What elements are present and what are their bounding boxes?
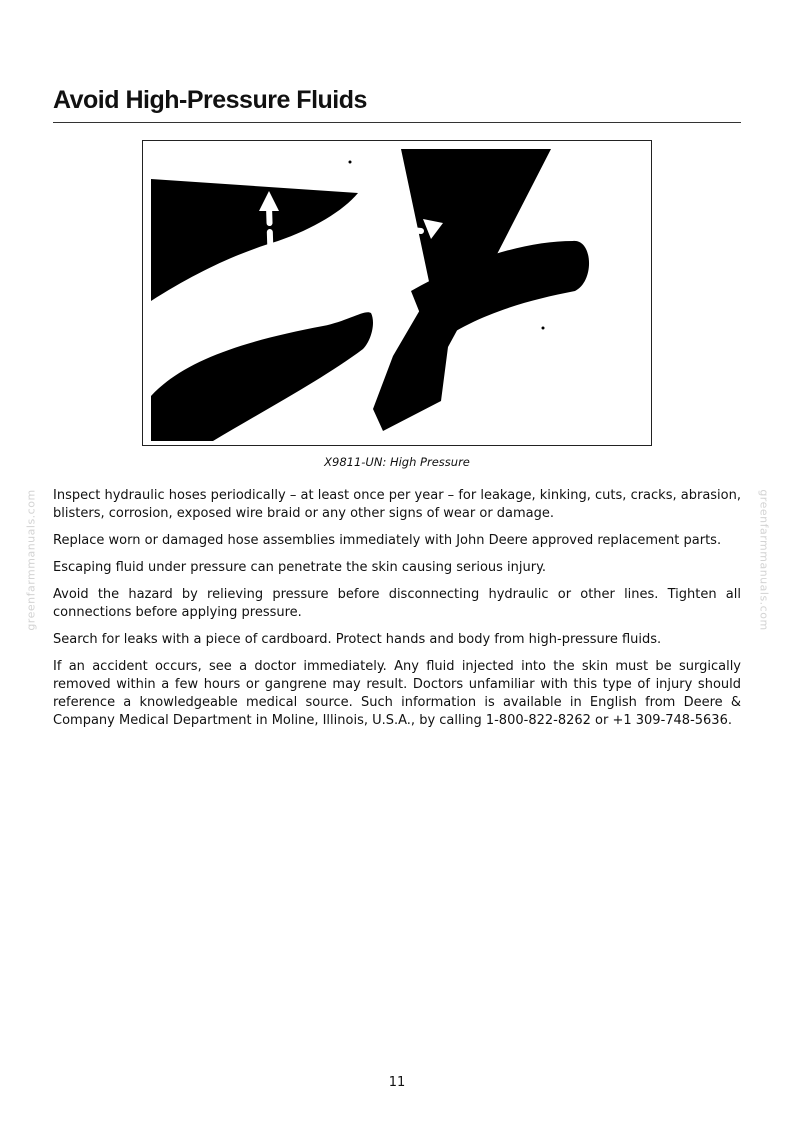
paragraph-inspect: Inspect hydraulic hoses periodically – at least once per year – for leakage, kinking, cuts, cracks, abrasion, blisters, corrosion, exposed wire braid or any other signs of wear or damage. [53,488,741,521]
paragraph-search: Search for leaks with a piece of cardboard. Protect hands and body from high-pressure fluids. [53,632,662,647]
page-title: Avoid High-Pressure Fluids [53,86,367,114]
page-number: 11 [388,1075,406,1090]
body-text [53,487,741,739]
paragraph-replace: Replace worn or damaged hose assemblies immediately with John Deere approved replacement parts. [53,533,722,548]
high-pressure-hose-leak-illustration [143,141,651,445]
figure-frame [142,140,652,446]
watermark-right: greenfarmmanuals.com [757,489,771,631]
paragraph-avoid: Avoid the hazard by relieving pressure before disconnecting hydraulic or other lines. Tighten all connections before applying pressure. [53,587,741,620]
figure-caption: X9811-UN: High Pressure [324,455,470,469]
paragraph-escaping: Escaping fluid under pressure can penetrate the skin causing serious injury. [53,560,547,575]
watermark-left: greenfarmmanuals.com [24,489,38,631]
title-divider [53,122,741,123]
paragraph-accident: If an accident occurs, see a doctor immediately. Any fluid injected into the skin must be surgically removed within a few hours or gangrene may result. Doctors unfamiliar with this type of injury should reference a knowledgeable medical source. Such information is available in English from Deere & Company Medical Department in Moline, Illinois, U.S.A., by calling 1-800-822-8262 or +1 309-748-5636. [53,659,741,728]
